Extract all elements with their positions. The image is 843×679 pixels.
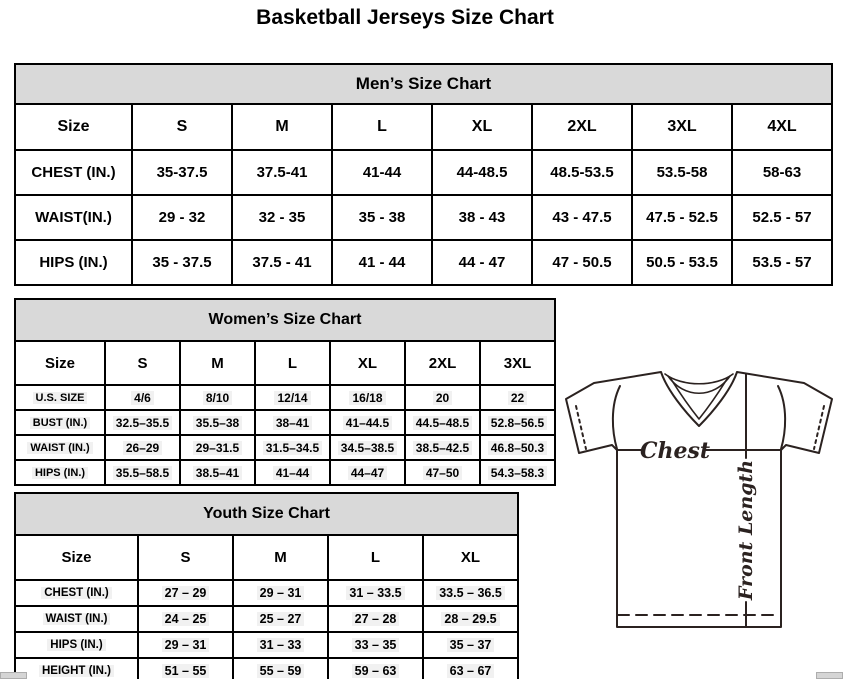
womens-value-cell: 34.5–38.5 — [330, 435, 405, 460]
mens-col-header: XL — [432, 104, 532, 150]
womens-value-cell: 32.5–35.5 — [105, 410, 180, 435]
youth-value-cell: 29 – 31 — [233, 580, 328, 606]
hscrollbar-right-button[interactable] — [816, 672, 843, 679]
jersey-measurement-diagram — [556, 362, 843, 662]
womens-value-cell: 4/6 — [105, 385, 180, 410]
womens-table-caption-row — [15, 299, 555, 341]
mens-value-cell: 50.5 - 53.5 — [632, 240, 732, 285]
womens-value-cell: 38–41 — [255, 410, 330, 435]
mens-table-title-text: Men’s Size Chart — [355, 74, 492, 93]
page-title: Basketball Jerseys Size Chart — [256, 6, 554, 29]
youth-value-cell: 51 – 55 — [138, 658, 233, 679]
womens-value-cell: 8/10 — [180, 385, 255, 410]
mens-value-cell: 41-44 — [332, 150, 432, 195]
youth-chest-row — [15, 580, 518, 606]
mens-col-header: L — [332, 104, 432, 150]
youth-table-title-text: Youth Size Chart — [203, 505, 330, 522]
hscrollbar-left-button[interactable] — [0, 672, 27, 679]
youth-value-cell: 24 – 25 — [138, 606, 233, 632]
mens-col-header: 4XL — [732, 104, 832, 150]
youth-col-header: L — [328, 535, 423, 580]
womens-value-cell: 16/18 — [330, 385, 405, 410]
mens-value-cell: 44-48.5 — [432, 150, 532, 195]
youth-col-header: S — [138, 535, 233, 580]
mens-value-cell: 47 - 50.5 — [532, 240, 632, 285]
womens-value-cell: 54.3–58.3 — [480, 460, 555, 485]
womens-value-cell: 44–47 — [330, 460, 405, 485]
mens-hips-row — [15, 240, 832, 285]
mens-table-caption-row — [15, 64, 832, 104]
mens-col-header: M — [232, 104, 332, 150]
youth-header-row — [15, 535, 518, 580]
womens-value-cell: 12/14 — [255, 385, 330, 410]
womens-value-cell: 31.5–34.5 — [255, 435, 330, 460]
womens-value-cell: 35.5–58.5 — [105, 460, 180, 485]
womens-value-cell: 47–50 — [405, 460, 480, 485]
youth-height-row — [15, 658, 518, 679]
youth-value-cell: 63 – 67 — [423, 658, 518, 679]
mens-value-cell: 32 - 35 — [232, 195, 332, 240]
mens-col-header: S — [132, 104, 232, 150]
womens-size-chart-table — [14, 298, 556, 486]
youth-col-header: M — [233, 535, 328, 580]
womens-row-label: U.S. SIZE — [15, 385, 105, 410]
womens-col-header: M — [180, 341, 255, 385]
youth-col-header: Size — [15, 535, 138, 580]
mens-value-cell: 37.5-41 — [232, 150, 332, 195]
womens-col-header: 3XL — [480, 341, 555, 385]
mens-value-cell: 53.5 - 57 — [732, 240, 832, 285]
youth-value-cell: 31 – 33.5 — [328, 580, 423, 606]
womens-ussize-row — [15, 385, 555, 410]
youth-row-label: WAIST (IN.) — [15, 606, 138, 632]
left-sleeve-seam — [613, 386, 620, 449]
mens-value-cell: 35 - 37.5 — [132, 240, 232, 285]
mens-value-cell: 29 - 32 — [132, 195, 232, 240]
mens-value-cell: 58-63 — [732, 150, 832, 195]
mens-col-header: 2XL — [532, 104, 632, 150]
youth-table-caption-row — [15, 493, 518, 535]
mens-value-cell: 35 - 38 — [332, 195, 432, 240]
youth-value-cell: 35 – 37 — [423, 632, 518, 658]
mens-col-header: 3XL — [632, 104, 732, 150]
jersey-outline — [566, 372, 832, 627]
mens-value-cell: 47.5 - 52.5 — [632, 195, 732, 240]
mens-value-cell: 38 - 43 — [432, 195, 532, 240]
womens-value-cell: 35.5–38 — [180, 410, 255, 435]
youth-value-cell: 33 – 35 — [328, 632, 423, 658]
youth-value-cell: 28 – 29.5 — [423, 606, 518, 632]
womens-col-header: XL — [330, 341, 405, 385]
womens-bust-row — [15, 410, 555, 435]
womens-value-cell: 41–44 — [255, 460, 330, 485]
mens-value-cell: 37.5 - 41 — [232, 240, 332, 285]
womens-value-cell: 38.5–42.5 — [405, 435, 480, 460]
womens-row-label: BUST (IN.) — [15, 410, 105, 435]
youth-row-label: CHEST (IN.) — [15, 580, 138, 606]
youth-table-title — [15, 493, 518, 535]
mens-value-cell: 53.5-58 — [632, 150, 732, 195]
womens-value-cell: 38.5–41 — [180, 460, 255, 485]
womens-row-label: HIPS (IN.) — [15, 460, 105, 485]
womens-col-header: 2XL — [405, 341, 480, 385]
collar-rib-line — [671, 379, 727, 419]
youth-value-cell: 25 – 27 — [233, 606, 328, 632]
womens-value-cell: 46.8–50.3 — [480, 435, 555, 460]
mens-row-label: WAIST(IN.) — [15, 195, 132, 240]
womens-hips-row — [15, 460, 555, 485]
right-sleeve-seam — [778, 386, 785, 449]
mens-value-cell: 52.5 - 57 — [732, 195, 832, 240]
womens-col-header: Size — [15, 341, 105, 385]
front-length-label: Front Length — [735, 459, 757, 601]
womens-table-title-text: Women’s Size Chart — [208, 311, 362, 328]
youth-row-label: HIPS (IN.) — [15, 632, 138, 658]
collar-arc-outer — [665, 374, 733, 384]
mens-row-label: CHEST (IN.) — [15, 150, 132, 195]
chest-label: Chest — [639, 438, 711, 464]
youth-value-cell: 29 – 31 — [138, 632, 233, 658]
mens-value-cell: 43 - 47.5 — [532, 195, 632, 240]
womens-value-cell: 41–44.5 — [330, 410, 405, 435]
mens-row-label: HIPS (IN.) — [15, 240, 132, 285]
mens-chest-row — [15, 150, 832, 195]
youth-value-cell: 59 – 63 — [328, 658, 423, 679]
youth-row-label: HEIGHT (IN.) — [15, 658, 138, 679]
womens-waist-row — [15, 435, 555, 460]
womens-value-cell: 44.5–48.5 — [405, 410, 480, 435]
mens-col-header: Size — [15, 104, 132, 150]
youth-value-cell: 27 – 28 — [328, 606, 423, 632]
womens-row-label: WAIST (IN.) — [15, 435, 105, 460]
mens-header-row — [15, 104, 832, 150]
womens-col-header: S — [105, 341, 180, 385]
youth-value-cell: 55 – 59 — [233, 658, 328, 679]
mens-table-title — [15, 64, 832, 104]
youth-value-cell: 31 – 33 — [233, 632, 328, 658]
mens-value-cell: 48.5-53.5 — [532, 150, 632, 195]
womens-value-cell: 20 — [405, 385, 480, 410]
youth-hips-row — [15, 632, 518, 658]
womens-value-cell: 26–29 — [105, 435, 180, 460]
youth-value-cell: 33.5 – 36.5 — [423, 580, 518, 606]
youth-size-chart-table — [14, 492, 519, 679]
womens-col-header: L — [255, 341, 330, 385]
collar-arc-inner — [668, 376, 730, 393]
mens-value-cell: 35-37.5 — [132, 150, 232, 195]
youth-value-cell: 27 – 29 — [138, 580, 233, 606]
youth-waist-row — [15, 606, 518, 632]
mens-size-chart-table — [14, 63, 833, 286]
womens-value-cell: 52.8–56.5 — [480, 410, 555, 435]
youth-col-header: XL — [423, 535, 518, 580]
womens-table-title — [15, 299, 555, 341]
mens-value-cell: 44 - 47 — [432, 240, 532, 285]
womens-value-cell: 22 — [480, 385, 555, 410]
womens-header-row — [15, 341, 555, 385]
womens-value-cell: 29–31.5 — [180, 435, 255, 460]
mens-value-cell: 41 - 44 — [332, 240, 432, 285]
mens-waist-row — [15, 195, 832, 240]
